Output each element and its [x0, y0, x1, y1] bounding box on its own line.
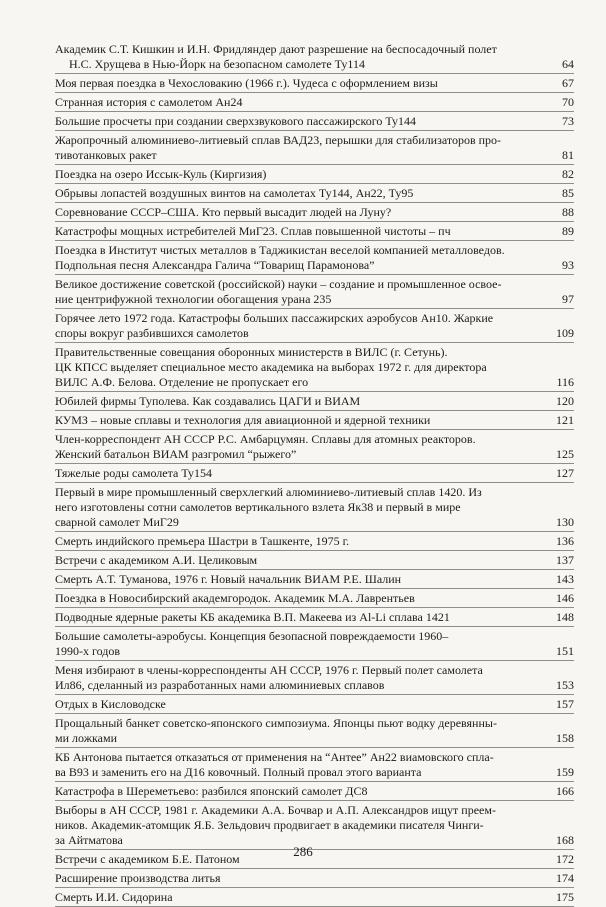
toc-entry: [55, 748, 574, 782]
toc-entry-page: 81: [562, 148, 574, 162]
toc-entry-line: Меня избирают в члены-корреспонденты АН СССР, 1976 г. Первый полет самолета: [55, 663, 483, 677]
toc-entry-line: Правительственные совещания оборонных министерств в ВИЛС (г. Сетунь).: [55, 345, 448, 359]
toc-entry: [55, 570, 574, 589]
toc-entry-title: [55, 205, 534, 220]
toc-entry-title: [55, 610, 534, 625]
toc-entry: [55, 131, 574, 165]
toc-entry-line: Жаропрочный алюминиево-литиевый сплав ВАД23, перышки для стабилизаторов про-: [55, 133, 502, 147]
toc-entry-page: 67: [562, 76, 574, 90]
toc-entry-title: [55, 95, 534, 110]
toc-entry-line: Соревнование СССР–США. Кто первый высадит людей на Луну?: [55, 205, 392, 219]
toc-entry-page: 70: [562, 95, 574, 109]
toc-entry-line: ВИЛС А.Ф. Белова. Отделение не пропускает его: [55, 375, 309, 389]
toc-entry-title: [55, 591, 534, 606]
toc-entry-line: ЦК КПСС выделяет специальное место академика на выборах 1972 г. для директора: [55, 360, 487, 374]
toc-entry: [55, 411, 574, 430]
toc-entry-page: 153: [556, 678, 574, 692]
toc-entry: [55, 888, 574, 907]
toc-entry-line: Горячее лето 1972 года. Катастрофы больших пассажирских аэробусов Ан10. Жаркие: [55, 311, 494, 325]
toc-entry-page: 125: [556, 447, 574, 461]
toc-entry: [55, 483, 574, 532]
toc-entry-line: Выборы в АН СССР, 1981 г. Академики А.А. Бочвар и А.П. Александров ищут преем-: [55, 803, 496, 817]
toc-entry: [55, 464, 574, 483]
toc-entry-title: [55, 871, 534, 886]
toc-entry-line: Поездка в Институт чистых металлов в Таджикистан веселой компанией металловедов.: [55, 243, 505, 257]
toc-entry-line: Обрывы лопастей воздушных винтов на самолетах Ту144, Ан22, Ту95: [55, 186, 414, 200]
toc-entry: [55, 714, 574, 748]
toc-entry-line: Смерть А.Т. Туманова, 1976 г. Новый начальник ВИАМ Р.Е. Шалин: [55, 572, 402, 586]
toc-entry-line: за Айтматова: [55, 833, 123, 847]
toc-entry-page: 116: [556, 375, 574, 389]
toc-entry-title: [55, 629, 534, 659]
toc-entry-title: [55, 133, 534, 163]
toc-entry-page: 130: [556, 515, 574, 529]
toc-entry-line: КБ Антонова пытается отказаться от применения на “Антее” Ан22 виамовского спла-: [55, 750, 494, 764]
toc-entry-title: [55, 114, 534, 129]
toc-entry-line: Подводные ядерные ракеты КБ академика В.П. Макеева из Al-Li сплава 1421: [55, 610, 450, 624]
toc-entry-page: 174: [556, 871, 574, 885]
toc-entry-title: [55, 186, 534, 201]
toc-entry-page: 148: [556, 610, 574, 624]
toc-entry: [55, 40, 574, 74]
toc-entry-page: 121: [556, 413, 574, 427]
toc-entry-title: [55, 485, 534, 530]
toc-entry: [55, 184, 574, 203]
toc-entry-page: 159: [556, 765, 574, 779]
toc-entry: [55, 627, 574, 661]
toc-entry-line: Большие просчеты при создании сверхзвукового пассажирского Ту144: [55, 114, 417, 128]
toc-entry-title: [55, 466, 534, 481]
toc-entry-page: 157: [556, 697, 574, 711]
toc-entry-line: Смерть И.И. Сидорина: [55, 890, 173, 904]
toc-entry-page: 137: [556, 553, 574, 567]
toc-entry-title: [55, 663, 534, 693]
toc-entry-line: ников. Академик-атомщик Я.Б. Зельдович продвигает в академики писателя Чинги-: [55, 818, 484, 832]
toc-entry: [55, 112, 574, 131]
toc-entry-page: 146: [556, 591, 574, 605]
toc-entry: [55, 661, 574, 695]
toc-entry-line: него изготовлены сотни самолетов вертикального взлета Як38 и первый в мире: [55, 500, 461, 514]
toc-entry-line: Тяжелые роды самолета Ту154: [55, 466, 213, 480]
toc-entry-line: тивотанковых ракет: [55, 148, 157, 162]
toc-entry-line: КУМЗ – новые сплавы и технология для авиационной и ядерной техники: [55, 413, 431, 427]
toc-entry-line: Поездка в Новосибирский академгородок. Академик М.А. Лаврентьев: [55, 591, 415, 605]
toc-entry-page: 120: [556, 394, 574, 408]
toc-entry-page: 109: [556, 326, 574, 340]
toc-entry-line: Первый в мире промышленный сверхлегкий алюминиево-литиевый сплав 1420. Из: [55, 485, 482, 499]
toc-entry-line: Поездка на озеро Иссык-Куль (Киргизия): [55, 167, 267, 181]
toc-entry-line: ние центрифужной технологии обогащения урана 235: [55, 292, 332, 306]
toc-entry: [55, 275, 574, 309]
toc-entry-line: Странная история с самолетом Ан24: [55, 95, 243, 109]
toc-entry-line: Большие самолеты-аэробусы. Концепция безопасной повреждаемости 1960–: [55, 629, 449, 643]
toc-entry-page: 168: [556, 833, 574, 847]
table-of-contents: [55, 40, 574, 907]
toc-entry-page: 82: [562, 167, 574, 181]
toc-entry-line: Прощальный банкет советско-японского симпозиума. Японцы пьют водку деревянны-: [55, 716, 497, 730]
toc-entry: [55, 241, 574, 275]
toc-entry-title: [55, 716, 534, 746]
toc-entry-page: 136: [556, 534, 574, 548]
toc-entry-title: [55, 534, 534, 549]
toc-entry-line: Ил86, сделанный из разработанных нами алюминиевых сплавов: [55, 678, 385, 692]
toc-entry-line: Академик С.Т. Кишкин и И.Н. Фридляндер дают разрешение на беспосадочный полет: [55, 42, 497, 56]
toc-entry: [55, 532, 574, 551]
toc-entry-line: ва В93 и заменить его на Д16 ковочный. Полный провал этого варианта: [55, 765, 422, 779]
toc-entry-page: 127: [556, 466, 574, 480]
toc-entry-title: [55, 311, 534, 341]
toc-entry-title: [55, 243, 534, 273]
toc-entry-page: 88: [562, 205, 574, 219]
toc-entry-line: Подпольная песня Александра Галича “Товарищ Парамонова”: [55, 258, 375, 272]
toc-entry-title: [55, 277, 534, 307]
toc-entry-title: [55, 432, 534, 462]
toc-entry-line: сварной самолет МиГ29: [55, 515, 179, 529]
toc-entry-title: [55, 167, 534, 182]
toc-entry-line: Катастрофы мощных истребителей МиГ23. Сплав повышенной чистоты – пч: [55, 224, 451, 238]
toc-entry: [55, 695, 574, 714]
toc-entry-line: ми ложками: [55, 731, 117, 745]
toc-entry-title: [55, 42, 534, 72]
toc-entry-page: 64: [562, 57, 574, 71]
toc-entry-title: [55, 394, 534, 409]
toc-entry: [55, 608, 574, 627]
toc-entry-title: [55, 697, 534, 712]
toc-entry-page: 89: [562, 224, 574, 238]
toc-entry-line: Встречи с академиком Б.Е. Патоном: [55, 852, 240, 866]
toc-entry-page: 97: [562, 292, 574, 306]
toc-entry: [55, 74, 574, 93]
toc-entry-title: [55, 413, 534, 428]
toc-entry-title: [55, 803, 534, 848]
toc-entry: [55, 165, 574, 184]
toc-entry-page: 85: [562, 186, 574, 200]
toc-entry-line: Женский батальон ВИАМ разгромил “рыжего”: [55, 447, 297, 461]
toc-entry: [55, 222, 574, 241]
toc-entry: [55, 430, 574, 464]
toc-entry-line: Великое достижение советской (российской) науки – создание и промышленное освое-: [55, 277, 502, 291]
toc-entry-line: Расширение производства литья: [55, 871, 221, 885]
toc-entry-page: 172: [556, 852, 574, 866]
toc-entry: [55, 392, 574, 411]
toc-entry-page: 73: [562, 114, 574, 128]
toc-entry-page: 166: [556, 784, 574, 798]
toc-entry-line: Член-корреспондент АН СССР Р.С. Амбарцумян. Сплавы для атомных реакторов.: [55, 432, 476, 446]
toc-entry-title: [55, 553, 534, 568]
toc-entry-line: Встречи с академиком А.И. Целиковым: [55, 553, 258, 567]
toc-entry-line: 1990-х годов: [55, 644, 121, 658]
toc-entry: [55, 869, 574, 888]
toc-entry: [55, 801, 574, 850]
toc-entry: [55, 93, 574, 112]
toc-entry: [55, 203, 574, 222]
toc-entry-title: [55, 76, 534, 91]
toc-entry-title: [55, 572, 534, 587]
toc-entry: [55, 309, 574, 343]
toc-entry-line: Катастрофа в Шереметьево: разбился японский самолет ДС8: [55, 784, 368, 798]
page-number: 286: [293, 844, 313, 859]
toc-entry-title: [55, 224, 534, 239]
toc-entry: [55, 551, 574, 570]
toc-entry-line: Юбилей фирмы Туполева. Как создавались ЦАГИ и ВИАМ: [55, 394, 361, 408]
toc-entry: [55, 589, 574, 608]
toc-entry-title: [55, 750, 534, 780]
toc-entry-page: 143: [556, 572, 574, 586]
toc-entry-line: Н.С. Хрущева в Нью-Йорк на безопасном самолете Ту114: [69, 57, 365, 71]
toc-entry-line: Смерть индийского премьера Шастри в Ташкенте, 1975 г.: [55, 534, 350, 548]
toc-entry-page: 175: [556, 890, 574, 904]
toc-entry-line: Моя первая поездка в Чехословакию (1966 г.). Чудеса с оформлением визы: [55, 76, 438, 90]
toc-entry: [55, 343, 574, 392]
toc-entry-line: Отдых в Кисловодске: [55, 697, 166, 711]
toc-entry-title: [55, 784, 534, 799]
toc-entry-page: 158: [556, 731, 574, 745]
toc-entry-page: 93: [562, 258, 574, 272]
toc-entry-page: 151: [556, 644, 574, 658]
toc-entry-title: [55, 890, 534, 905]
toc-entry-line: споры вокруг разбившихся самолетов: [55, 326, 249, 340]
toc-entry: [55, 782, 574, 801]
toc-entry-title: [55, 345, 534, 390]
